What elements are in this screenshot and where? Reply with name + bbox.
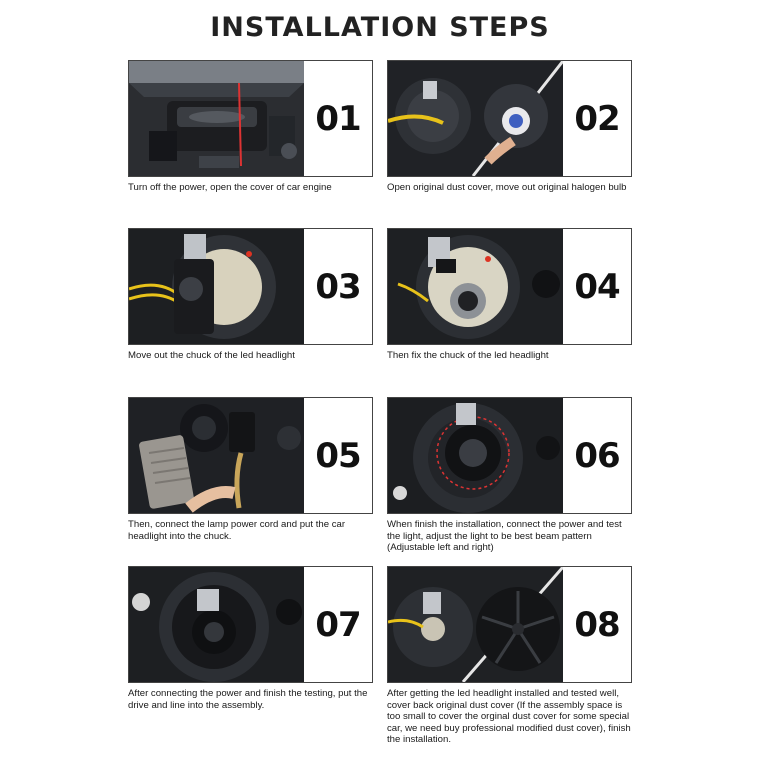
step-frame — [387, 228, 632, 345]
step-number: 03 — [315, 266, 361, 307]
step-caption: Then fix the chuck of the led headlight — [387, 350, 549, 361]
step-caption: Then, connect the lamp power cord and put the car headlight into the chuck. — [128, 519, 346, 542]
step-number: 06 — [574, 435, 620, 476]
step-caption: Move out the chuck of the led headlight — [128, 350, 295, 361]
step-number: 02 — [574, 98, 620, 139]
assembly-photo — [129, 567, 304, 682]
step-frame — [387, 60, 632, 177]
page-title: INSTALLATION STEPS — [210, 12, 550, 43]
beam-adjust-photo — [388, 398, 563, 513]
step-caption: When finish the installation, connect the power and test the light, adjust the light to be best beam pattern (Adjustable left and right) — [387, 519, 622, 553]
led-chuck-removal-photo — [129, 229, 304, 344]
step-number: 01 — [315, 98, 361, 139]
power-cord-photo — [129, 398, 304, 513]
step-number: 05 — [315, 435, 361, 476]
step-frame — [387, 566, 632, 683]
step-caption: Turn off the power, open the cover of car engine — [128, 182, 332, 193]
step-frame — [128, 566, 373, 683]
step-frame — [128, 60, 373, 177]
halogen-bulb-photo — [388, 61, 563, 176]
step-number: 04 — [574, 266, 620, 307]
step-caption: After connecting the power and finish the testing, put the drive and line into the assembly. — [128, 688, 368, 711]
step-caption: Open original dust cover, move out original halogen bulb — [387, 182, 627, 193]
step-number: 08 — [574, 604, 620, 645]
step-frame — [387, 397, 632, 514]
engine-bay-photo — [129, 61, 304, 176]
step-number: 07 — [315, 604, 361, 645]
step-frame — [128, 228, 373, 345]
step-caption: After getting the led headlight installed and tested well, cover back original dust cover (If the assembly space is too small to cover the orginal dust cover for some special car, we need buy professional modified dust cover), finish the installation. — [387, 688, 631, 745]
step-frame — [128, 397, 373, 514]
dust-cover-photo — [388, 567, 563, 682]
fix-chuck-photo — [388, 229, 563, 344]
